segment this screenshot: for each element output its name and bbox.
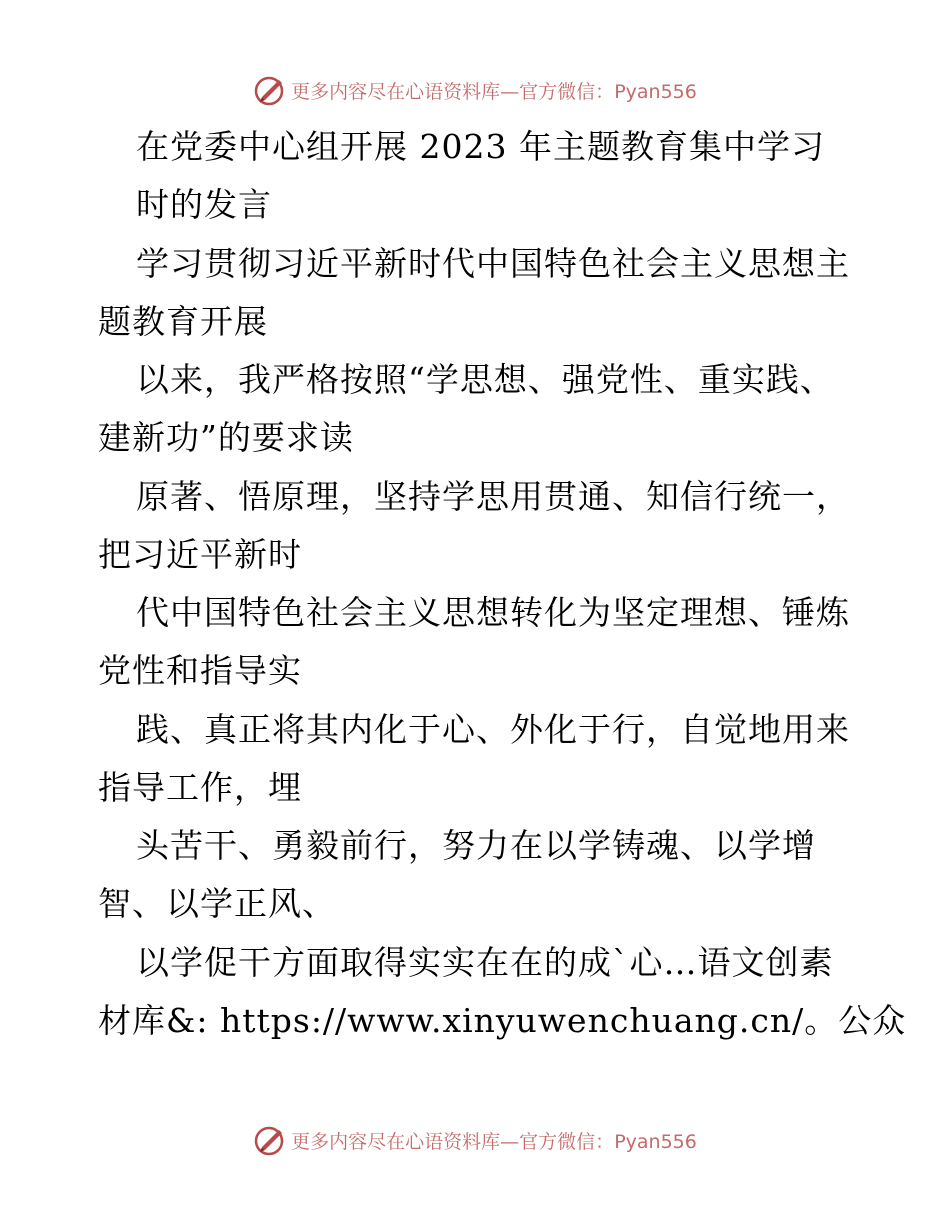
header-banner bbox=[0, 70, 950, 110]
header-official-label: 官方微信： bbox=[519, 80, 615, 103]
doc-line: 建新功”的要求读 bbox=[98, 418, 354, 457]
doc-line: 以来，我严格按照“学思想、强党性、重实践、 bbox=[136, 360, 834, 399]
header-site-name: 更多内容尽在心语资料库 bbox=[291, 80, 501, 103]
doc-line: 把习近平新时 bbox=[98, 535, 302, 574]
footer-banner bbox=[0, 1120, 950, 1160]
footer-wechat-id: Pyan556 bbox=[614, 1130, 697, 1153]
pen-logo-icon bbox=[253, 73, 287, 107]
header-dash: — bbox=[500, 80, 520, 103]
doc-line: 践、真正将其内化于心、外化于行，自觉地用来 bbox=[136, 710, 850, 749]
header-banner-text bbox=[291, 77, 697, 104]
header-wechat-id: Pyan556 bbox=[614, 80, 697, 103]
footer-official-label: 官方微信： bbox=[519, 1130, 615, 1153]
footer-dash: — bbox=[500, 1130, 520, 1153]
footer-site-name: 更多内容尽在心语资料库 bbox=[291, 1130, 501, 1153]
doc-line: 智、以学正风、 bbox=[98, 884, 336, 923]
footer-banner-text bbox=[291, 1127, 697, 1154]
doc-line-url: 材库&: https://www.xinyuwenchuang.cn/。公众 bbox=[98, 1001, 907, 1040]
doc-line: 党性和指导实 bbox=[98, 651, 302, 690]
doc-line: 代中国特色社会主义思想转化为坚定理想、锤炼 bbox=[136, 593, 850, 632]
doc-line: 指导工作，埋 bbox=[98, 768, 302, 807]
doc-line: 学习贯彻习近平新时代中国特色社会主义思想主 bbox=[136, 244, 850, 283]
doc-line: 原著、悟原理，坚持学思用贯通、知信行统一， bbox=[136, 477, 850, 516]
doc-line: 题教育开展 bbox=[98, 302, 268, 341]
doc-line: 以学促干方面取得实实在在的成`心…语文创素 bbox=[136, 943, 834, 982]
doc-line-title-2: 时的发言 bbox=[136, 185, 272, 224]
pen-logo-icon bbox=[253, 1123, 287, 1157]
doc-line: 头苦干、勇毅前行，努力在以学铸魂、以学增 bbox=[136, 826, 816, 865]
doc-line-title-1: 在党委中心组开展 2023 年主题教育集中学习 bbox=[136, 127, 825, 166]
